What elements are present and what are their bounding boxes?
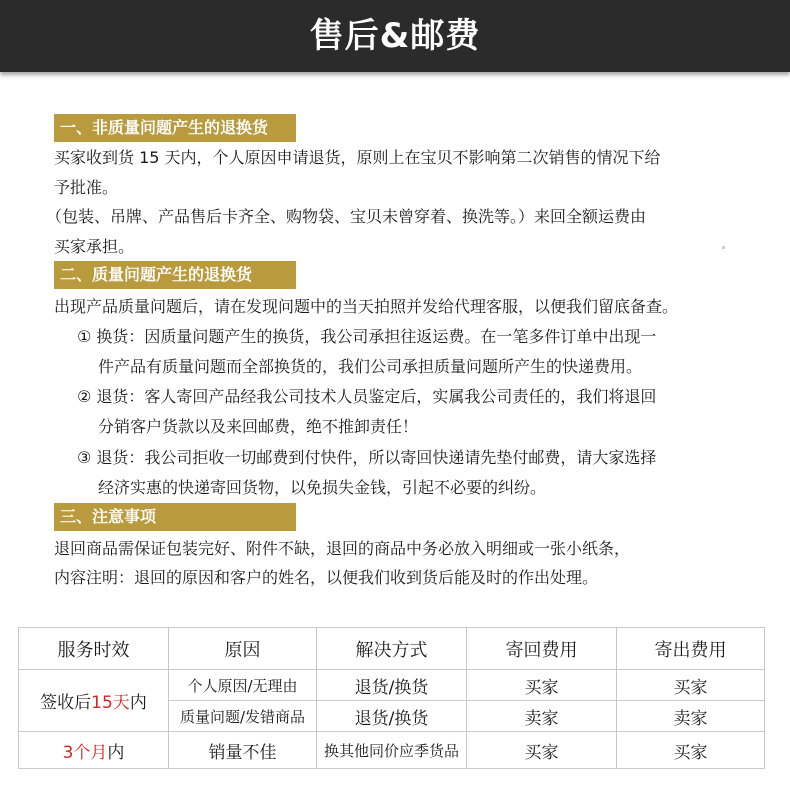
solution-cell: 退货/换货 — [317, 670, 467, 701]
policy-item-exchange: 件产品有质量问题而全部换货的，我们公司承担质量问题所产生的快递费用。 — [98, 357, 643, 376]
period-suffix: 内 — [129, 693, 147, 713]
reason-cell: 个人原因/无理由 — [169, 670, 317, 701]
period-highlight: 15天 — [91, 693, 130, 713]
service-period-cell — [19, 670, 169, 732]
table-header-cell: 寄回费用 — [467, 628, 617, 670]
return-fee-cell: 卖家 — [467, 701, 617, 732]
table-header-cell: 服务时效 — [19, 628, 169, 670]
policy-text: （包装、吊牌、产品售后卡齐全、购物袋、宝贝未曾穿着、换洗等。）来回全额运费由 — [46, 207, 647, 226]
send-fee-cell: 卖家 — [617, 701, 765, 732]
reason-cell: 销量不佳 — [169, 732, 317, 769]
reason-cell: 质量问题/发错商品 — [169, 701, 317, 732]
service-policy-table — [18, 627, 765, 769]
table-header-cell: 解决方式 — [317, 628, 467, 670]
table-header-cell: 原因 — [169, 628, 317, 670]
policy-item-return: 分销客户货款以及来回邮费，绝不推卸责任！ — [98, 417, 419, 436]
policy-item-return-cod: ③ 退货：我公司拒收一切邮费到付快件，所以寄回快递请先垫付邮费，请大家选择 — [77, 448, 657, 467]
period-suffix: 内 — [107, 742, 125, 763]
policy-text: 予批准。 — [54, 178, 119, 197]
send-fee-cell: 买家 — [617, 732, 765, 769]
decorative-dot — [722, 246, 725, 249]
section-heading-non-quality: 一、非质量问题产生的退换货 — [54, 114, 296, 142]
table-header-row — [19, 628, 765, 670]
table-header-cell: 寄出费用 — [617, 628, 765, 670]
return-fee-cell: 买家 — [467, 670, 617, 701]
section-heading-quality: 二、质量问题产生的退换货 — [54, 261, 296, 289]
service-period-cell — [19, 732, 169, 769]
policy-text: 买家收到货 15 天内，个人原因申请退货，原则上在宝贝不影响第二次销售的情况下给 — [54, 148, 661, 167]
policy-item-return-cod: 经济实惠的快递寄回货物，以免损失金钱，引起不必要的纠纷。 — [98, 478, 547, 497]
policy-item-return: ② 退货：客人寄回产品经我公司技术人员鉴定后，实属我公司责任的，我们将退回 — [77, 387, 657, 406]
page-title: 售后&邮费 — [309, 16, 481, 56]
table-row — [19, 732, 765, 769]
return-fee-cell: 买家 — [467, 732, 617, 769]
policy-text: 内容注明：退回的原因和客户的姓名，以便我们收到货后能及时的作出处理。 — [54, 568, 599, 587]
send-fee-cell: 买家 — [617, 670, 765, 701]
section-heading-notes: 三、注意事项 — [54, 503, 296, 531]
table-row — [19, 670, 765, 701]
policy-text: 出现产品质量问题后，请在发现问题中的当天拍照并发给代理客服，以便我们留底备查。 — [54, 297, 679, 316]
policy-text: 退回商品需保证包装完好、附件不缺，退回的商品中务必放入明细或一张小纸条， — [54, 539, 631, 558]
policy-text: 买家承担。 — [54, 237, 135, 256]
solution-cell: 退货/换货 — [317, 701, 467, 732]
solution-cell: 换其他同价应季货品 — [317, 732, 467, 769]
policy-item-exchange: ① 换货：因质量问题产生的换货，我公司承担往返运费。在一笔多件订单中出现一 — [77, 327, 657, 346]
period-highlight: 3个月 — [62, 742, 108, 763]
period-prefix: 签收后 — [40, 693, 92, 713]
